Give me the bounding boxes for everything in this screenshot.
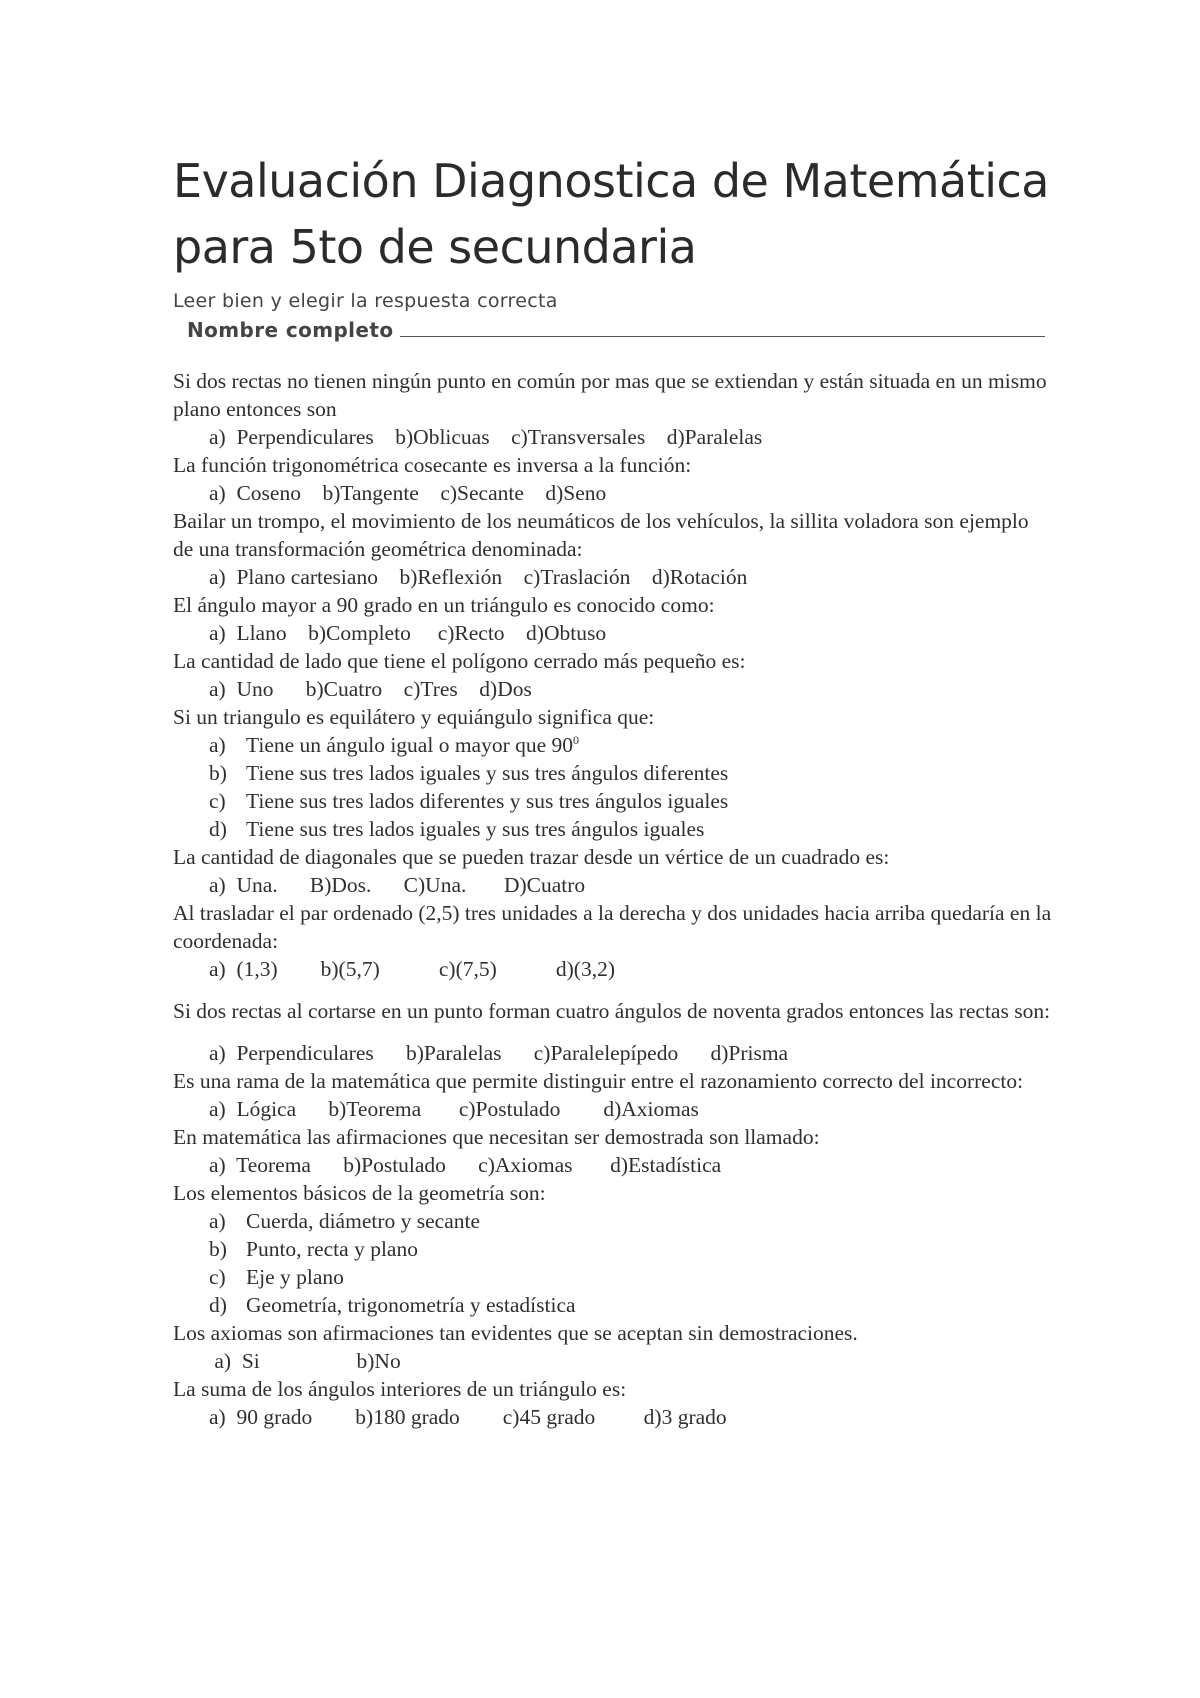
question-options: a) Una. B)Dos. C)Una. D)Cuatro — [209, 873, 586, 897]
spacer — [173, 1025, 1053, 1039]
question-text: Los axiomas son afirmaciones tan evidentes que se aceptan sin demostraciones. — [173, 1321, 858, 1345]
question-text: Si dos rectas no tienen ningún punto en común por mas que se extiendan y están situada en un mismo plano entonces son — [173, 369, 1047, 421]
question-options: a) Coseno b)Tangente c)Secante d)Seno — [209, 481, 607, 505]
option-key: c) — [209, 789, 226, 813]
question-option-list — [173, 731, 1053, 843]
option-text: Tiene un ángulo igual o mayor que 90 — [246, 733, 574, 757]
option-text: Geometría, trigonometría y estadística — [246, 1293, 576, 1317]
question-option-list — [173, 1207, 1053, 1319]
name-blank-line[interactable] — [400, 322, 1045, 337]
option-text: Punto, recta y plano — [246, 1237, 418, 1261]
option-text: Tiene sus tres lados diferentes y sus tres ángulos iguales — [246, 789, 729, 813]
option-key: a) — [209, 1209, 226, 1233]
question-text: En matemática las afirmaciones que necesitan ser demostrada son llamado: — [173, 1125, 820, 1149]
question-options: a) (1,3) b)(5,7) c)(7,5) d)(3,2) — [209, 957, 616, 981]
name-label: Nombre completo — [187, 318, 394, 342]
question-options: a) Lógica b)Teorema c)Postulado d)Axiomas — [209, 1097, 699, 1121]
question-options: a) 90 grado b)180 grado c)45 grado d)3 grado — [209, 1405, 727, 1429]
option-item — [209, 1235, 1053, 1263]
option-item — [209, 787, 1053, 815]
spacer — [173, 983, 1053, 997]
question-text: Bailar un trompo, el movimiento de los neumáticos de los vehículos, la sillita voladora son ejemplo de una transformación geométrica denominada: — [173, 509, 1029, 561]
option-item — [209, 815, 1053, 843]
option-item — [209, 1263, 1053, 1291]
option-key: c) — [209, 1265, 226, 1289]
instruction-text: Leer bien y elegir la respuesta correcta — [173, 290, 558, 312]
option-item — [209, 1291, 1053, 1319]
option-key: b) — [209, 1237, 227, 1261]
question-text: Si dos rectas al cortarse en un punto forman cuatro ángulos de noventa grados entonces las rectas son: — [173, 999, 1051, 1023]
question-options: a) Llano b)Completo c)Recto d)Obtuso — [209, 621, 607, 645]
document-header — [173, 148, 1053, 342]
option-text: Eje y plano — [246, 1265, 344, 1289]
option-item — [209, 731, 1053, 759]
option-item — [209, 1207, 1053, 1235]
question-options: a) Teorema b)Postulado c)Axiomas d)Estadística — [209, 1153, 722, 1177]
question-options: a) Plano cartesiano b)Reflexión c)Traslación d)Rotación — [209, 565, 748, 589]
question-text: Al trasladar el par ordenado (2,5) tres unidades a la derecha y dos unidades hacia arriba quedaría en la coordenada: — [173, 901, 1052, 953]
question-text: Si un triangulo es equilátero y equiángulo significa que: — [173, 705, 655, 729]
question-text: Es una rama de la matemática que permite distinguir entre el razonamiento correcto del incorrecto: — [173, 1069, 1024, 1093]
option-key: d) — [209, 817, 227, 841]
question-options: a) Si b)No — [209, 1349, 401, 1373]
option-superscript: 0 — [573, 732, 580, 747]
option-item — [209, 759, 1053, 787]
option-key: d) — [209, 1293, 227, 1317]
question-options: a) Perpendiculares b)Paralelas c)Paralelepípedo d)Prisma — [209, 1041, 789, 1065]
option-key: b) — [209, 761, 227, 785]
question-text: Los elementos básicos de la geometría son: — [173, 1181, 546, 1205]
name-field — [187, 318, 1053, 342]
question-text: La cantidad de lado que tiene el polígono cerrado más pequeño es: — [173, 649, 746, 673]
option-text: Cuerda, diámetro y secante — [246, 1209, 481, 1233]
option-text: Tiene sus tres lados iguales y sus tres ángulos diferentes — [246, 761, 729, 785]
question-text: La cantidad de diagonales que se pueden trazar desde un vértice de un cuadrado es: — [173, 845, 890, 869]
question-text: El ángulo mayor a 90 grado en un triángulo es conocido como: — [173, 593, 715, 617]
question-text: La suma de los ángulos interiores de un triángulo es: — [173, 1377, 627, 1401]
question-options: a) Uno b)Cuatro c)Tres d)Dos — [209, 677, 532, 701]
question-options: a) Perpendiculares b)Oblicuas c)Transversales d)Paralelas — [209, 425, 763, 449]
option-key: a) — [209, 733, 226, 757]
document-title: Evaluación Diagnostica de Matemática para 5to de secundaria — [173, 154, 1049, 274]
option-text: Tiene sus tres lados iguales y sus tres ángulos iguales — [246, 817, 705, 841]
question-text: La función trigonométrica cosecante es inversa a la función: — [173, 453, 692, 477]
questions-list — [173, 367, 1053, 1431]
